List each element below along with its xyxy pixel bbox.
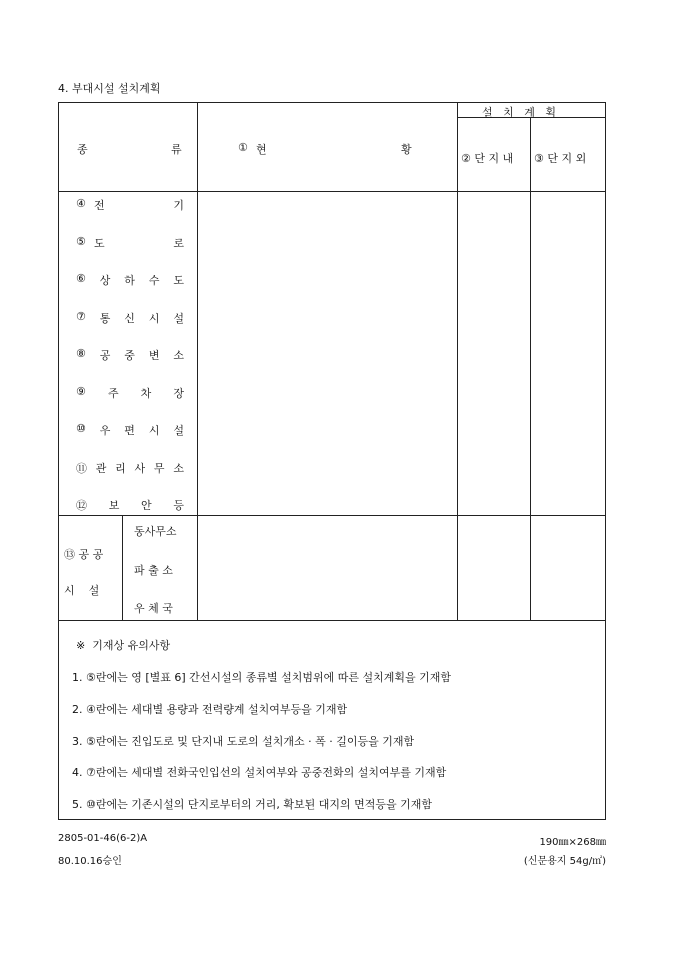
public-label-divider: [122, 515, 123, 620]
header-status-a: 현: [256, 143, 267, 156]
row-char: 기: [173, 199, 184, 212]
kind-status-divider: [197, 102, 198, 620]
header-kind-b: 류: [171, 143, 182, 156]
header-inside: ② 단 지 내: [461, 152, 514, 165]
row-char: 주: [107, 387, 119, 400]
row-char: 설: [173, 424, 184, 437]
row-char: 차: [140, 387, 152, 400]
footer-size: 190㎜×268㎜: [539, 837, 606, 848]
row-num: ⑩: [76, 422, 86, 435]
row-char: 시: [148, 424, 160, 437]
row-admin-office: [76, 460, 184, 476]
row-parking: [76, 385, 184, 401]
row-telecom: [76, 310, 184, 326]
header-bottom-line: [58, 191, 606, 192]
row-char: 시: [148, 312, 160, 325]
row-char: 사: [134, 462, 146, 475]
row-char: 수: [148, 274, 160, 287]
row-char: 상: [99, 274, 111, 287]
footer-approval: 80.10.16승인: [58, 856, 122, 867]
notes-top-line: [58, 620, 606, 621]
row-char: 무: [153, 462, 165, 475]
row-char: 신: [124, 312, 135, 325]
row-char: 통: [99, 312, 111, 325]
row-toilet: [76, 347, 184, 363]
row-water: [76, 272, 184, 288]
header-status-num: ①: [238, 141, 248, 154]
row-num: ⑦: [76, 310, 86, 323]
header-kind-a: 종: [77, 143, 88, 156]
row-char: 보: [108, 499, 120, 512]
row-char: 도: [173, 274, 184, 287]
row-char: 로: [173, 237, 184, 250]
row-char: 우: [99, 424, 111, 437]
notes-item: 5. ⑩란에는 기존시설의 단지로부터의 거리, 확보된 대지의 면적등을 기재함: [72, 798, 432, 811]
notes-title: ※ 기재상 유의사항: [76, 639, 171, 652]
row-num: ④: [76, 197, 86, 210]
header-plan-group: 설 치 계 획: [482, 106, 556, 119]
row-char: 등: [173, 499, 184, 512]
row-char: 하: [124, 274, 135, 287]
row-char: 관: [95, 462, 107, 475]
section-title: 4. 부대시설 설치계획: [58, 82, 161, 95]
row-num: ⑧: [76, 347, 86, 360]
public-sub-post-office: 우 체 국: [134, 602, 173, 615]
notes-item: 3. ⑤란에는 진입도로 및 단지내 도로의 설치개소 · 폭 · 길이등을 기재함: [72, 735, 415, 748]
row-postal: [76, 422, 184, 438]
public-top-line: [58, 515, 606, 516]
row-num: ⑫: [76, 499, 87, 512]
status-plan-divider: [457, 102, 458, 620]
row-char: 도: [94, 237, 105, 250]
row-security-light: [76, 497, 184, 513]
footer-paper: (신문용지 54g/㎡): [523, 856, 606, 867]
header-status-b: 황: [401, 143, 412, 156]
row-char: 변: [148, 349, 160, 362]
public-sub-police-box: 파 출 소: [134, 564, 173, 577]
row-num: ⑨: [76, 385, 86, 398]
public-sub-community-center: 동사무소: [134, 525, 177, 538]
public-label-line1: ⑬ 공 공: [64, 548, 104, 561]
row-char: 소: [173, 349, 184, 362]
row-char: 전: [94, 199, 105, 212]
row-road: [76, 235, 184, 251]
inside-outside-divider: [530, 117, 531, 620]
notes-item: 4. ⑦란에는 세대별 전화국인입선의 설치여부와 공중전화의 설치여부를 기재함: [72, 766, 447, 779]
header-outside: ③ 단 지 외: [534, 152, 587, 165]
row-char: 중: [124, 349, 135, 362]
public-label-line2: 시 설: [64, 584, 100, 597]
row-char: 리: [115, 462, 126, 475]
row-char: 안: [141, 499, 152, 512]
row-num: ⑥: [76, 272, 86, 285]
notes-item: 1. ⑤란에는 영 [별표 6] 간선시설의 종류별 설치범위에 따른 설치계획을 기재함: [72, 671, 452, 684]
row-char: 공: [99, 349, 111, 362]
row-char: 장: [173, 387, 184, 400]
row-char: 소: [173, 462, 184, 475]
row-num: ⑪: [76, 462, 87, 475]
row-num: ⑤: [76, 235, 86, 248]
row-char: 설: [173, 312, 184, 325]
notes-item: 2. ④란에는 세대별 용량과 전력량계 설치여부등을 기재함: [72, 703, 348, 716]
footer-form-code: 2805-01-46(6-2)A: [58, 833, 148, 844]
row-char: 편: [124, 424, 135, 437]
row-electric: [76, 197, 184, 213]
